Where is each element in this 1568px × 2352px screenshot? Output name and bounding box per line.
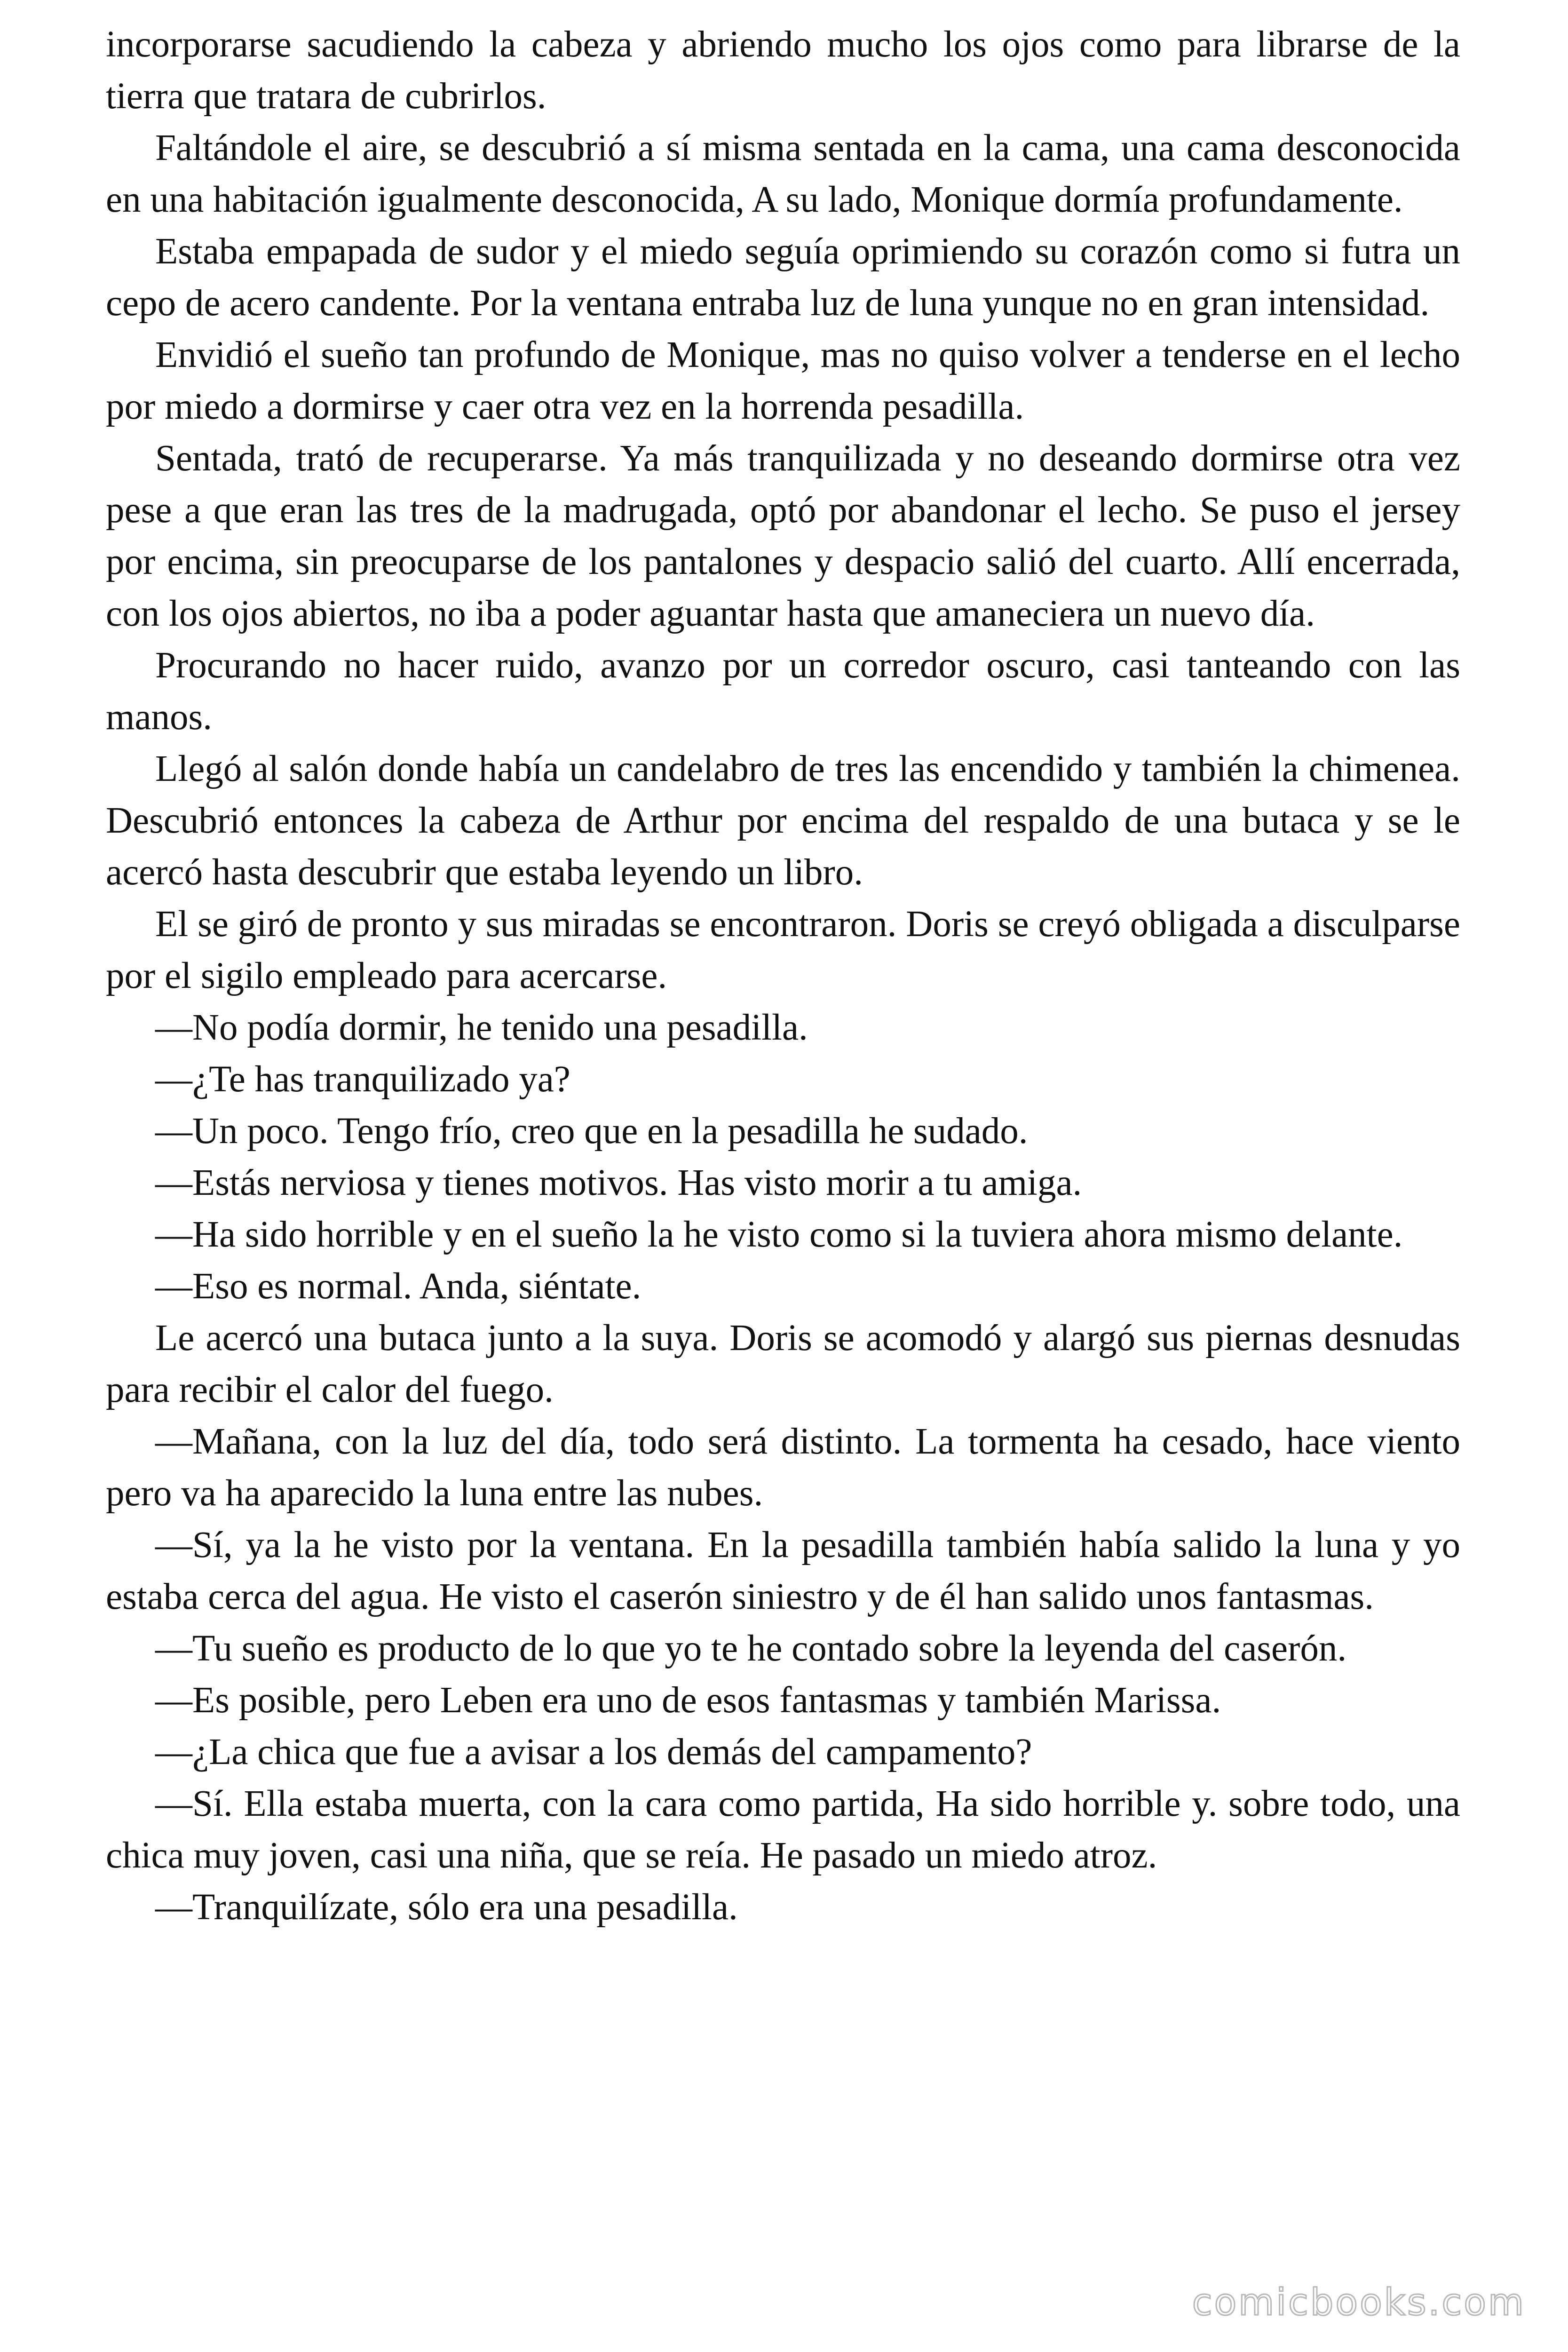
paragraph: Estaba empapada de sudor y el miedo seguía oprimiendo su corazón como si futra un cepo de acero candente. Por la ventana entraba luz de luna yunque no en gran intensidad. xyxy=(106,231,1460,324)
paragraph: Le acercó una butaca junto a la suya. Doris se acomodó y alargó sus piernas desnudas para recibir el calor del fuego. xyxy=(106,1318,1460,1410)
paragraph: incorporarse sacudiendo la cabeza y abriendo mucho los ojos como para librarse de la tierra que tratara de cubrirlos. xyxy=(106,24,1460,117)
dialogue-line: —No podía dormir, he tenido una pesadilla. xyxy=(155,1007,808,1048)
dialogue-line: —¿La chica que fue a avisar a los demás del campamento? xyxy=(155,1732,1032,1772)
dialogue-line: —Tu sueño es producto de lo que yo te he contado sobre la leyenda del caserón. xyxy=(155,1628,1347,1669)
paragraph: Llegó al salón donde había un candelabro de tres las encendido y también la chimenea. Descubrió entonces la cabeza de Arthur por encima del respaldo de una butaca y se le acercó hasta descubrir que estaba leyendo un libro. xyxy=(106,748,1460,893)
dialogue-line: —Es posible, pero Leben era uno de esos fantasmas y también Marissa. xyxy=(155,1680,1221,1721)
dialogue-line: —Sí, ya la he visto por la ventana. En la pesadilla también había salido la luna y yo estaba cerca del agua. He visto el caserón siniestro y de él han salido unos fantasmas. xyxy=(106,1525,1460,1617)
dialogue-line: —Un poco. Tengo frío, creo que en la pesadilla he sudado. xyxy=(155,1111,1028,1152)
dialogue-line: —Ha sido horrible y en el sueño la he visto como si la tuviera ahora mismo delante. xyxy=(155,1214,1403,1255)
body-text xyxy=(106,19,1460,1933)
dialogue-line: —¿Te has tranquilizado ya? xyxy=(155,1059,570,1100)
paragraph: El se giró de pronto y sus miradas se encontraron. Doris se creyó obligada a disculparse por el sigilo empleado para acercarse. xyxy=(106,904,1460,996)
dialogue-line: —Tranquilízate, sólo era una pesadilla. xyxy=(155,1887,738,1928)
paragraph: Faltándole el aire, se descubrió a sí misma sentada en la cama, una cama desconocida en una habitación igualmente desconocida, A su lado, Monique dormía profundamente. xyxy=(106,127,1460,220)
paragraph: Sentada, trató de recuperarse. Ya más tranquilizada y no deseando dormirse otra vez pese a que eran las tres de la madrugada, optó por abandonar el lecho. Se puso el jersey por encima, sin preocuparse de los pantalones y despacio salió del cuarto. Allí encerrada, con los ojos abiertos, no iba a poder aguantar hasta que amaneciera un nuevo día. xyxy=(106,438,1460,634)
dialogue-line: —Sí. Ella estaba muerta, con la cara como partida, Ha sido horrible y. sobre todo, una chica muy joven, casi una niña, que se reía. He pasado un miedo atroz. xyxy=(106,1783,1460,1876)
paragraph: Envidió el sueño tan profundo de Monique, mas no quiso volver a tenderse en el lecho por miedo a dormirse y caer otra vez en la horrenda pesadilla. xyxy=(106,334,1460,427)
dialogue-line: —Eso es normal. Anda, siéntate. xyxy=(155,1266,641,1307)
dialogue-line: —Estás nerviosa y tienes motivos. Has visto morir a tu amiga. xyxy=(155,1162,1082,1203)
watermark: comicbooks.com xyxy=(1192,2281,1526,2324)
dialogue-line: —Mañana, con la luz del día, todo será distinto. La tormenta ha cesado, hace viento pero va ha aparecido la luna entre las nubes. xyxy=(106,1421,1460,1514)
paragraph: Procurando no hacer ruido, avanzo por un corredor oscuro, casi tanteando con las manos. xyxy=(106,645,1460,738)
